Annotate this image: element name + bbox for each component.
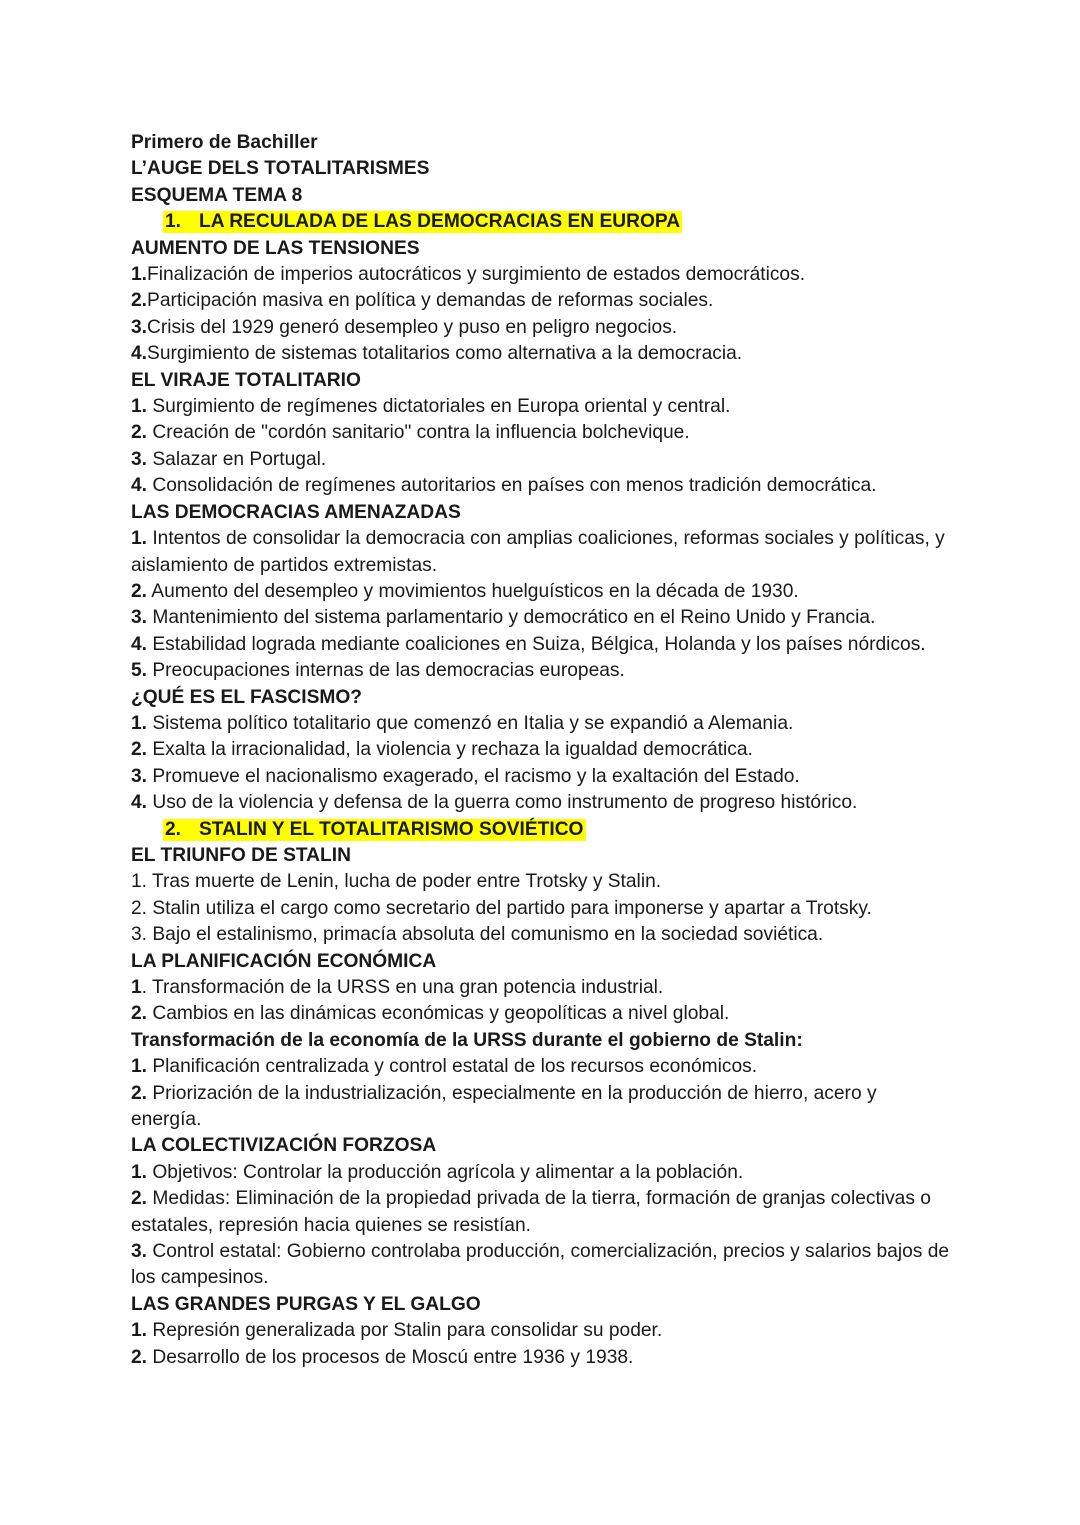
list-item: 2. Priorización de la industrialización, especialmente en la producción de hierro, acero y energía. (131, 1082, 877, 1131)
unit-title: L’AUGE DELS TOTALITARISMES (131, 158, 430, 180)
list-item: 1. Objetivos: Controlar la producción agrícola y alimentar a la población. (131, 1161, 744, 1183)
scheme-title: ESQUEMA TEMA 8 (131, 184, 303, 206)
document-page (131, 130, 1031, 1371)
list-item: 1. Tras muerte de Lenin, lucha de poder entre Trotsky y Stalin. (131, 871, 662, 893)
list-item: 1. Surgimiento de regímenes dictatoriales en Europa oriental y central. (131, 396, 731, 418)
list-item: 2. Creación de "cordón sanitario" contra la influencia bolchevique. (131, 422, 690, 444)
list-item: 2. Exalta la irracionalidad, la violencia y rechaza la igualdad democrática. (131, 739, 753, 761)
list-item: 1. Intentos de consolidar la democracia con amplias coaliciones, reformas sociales y políticas, y aislamiento de partidos extremistas. (131, 528, 945, 576)
section-2-heading (131, 817, 1031, 843)
subsection-heading: ¿QUÉ ES EL FASCISMO? (131, 686, 362, 708)
section-1-highlight (163, 211, 682, 233)
list-item: 2. Stalin utiliza el cargo como secretario del partido para imponerse y apartar a Trotsky. (131, 897, 872, 919)
list-item: 5. Preocupaciones internas de las democracias europeas. (131, 660, 625, 682)
list-item: 2. Desarrollo de los procesos de Moscú entre 1936 y 1938. (131, 1346, 634, 1368)
list-item: 3. Control estatal: Gobierno controlaba producción, comercialización, precios y salarios bajos de los campesinos. (131, 1241, 950, 1289)
list-item: 4. Uso de la violencia y defensa de la guerra como instrumento de progreso histórico. (131, 792, 858, 814)
list-item: 4.Surgimiento de sistemas totalitarios como alternativa a la democracia. (131, 343, 743, 365)
subsection-heading: EL VIRAJE TOTALITARIO (131, 369, 361, 391)
list-item: 1. Planificación centralizada y control estatal de los recursos económicos. (131, 1056, 758, 1078)
subsection-heading: AUMENTO DE LAS TENSIONES (131, 237, 420, 259)
subsection-heading: LAS DEMOCRACIAS AMENAZADAS (131, 501, 461, 523)
list-item: 4. Estabilidad lograda mediante coaliciones en Suiza, Bélgica, Holanda y los países nórdicos. (131, 633, 926, 655)
list-item: 2.Participación masiva en política y demandas de reformas sociales. (131, 290, 714, 312)
list-item: 1. Transformación de la URSS en una gran potencia industrial. (131, 977, 664, 998)
subsection-heading: LA PLANIFICACIÓN ECONÓMICA (131, 950, 437, 972)
section-2-highlight (163, 819, 586, 841)
subsection-heading: Transformación de la economía de la URSS durante el gobierno de Stalin: (131, 1029, 803, 1051)
list-item: 2. Medidas: Eliminación de la propiedad privada de la tierra, formación de granjas colectivas o estatales, represión hacia quienes se resistían. (131, 1188, 931, 1236)
list-item: 1. Represión generalizada por Stalin para consolidar su poder. (131, 1320, 663, 1342)
section-number: 1. (165, 211, 182, 233)
list-item: 2. Aumento del desempleo y movimientos huelguísticos en la década de 1930. (131, 580, 799, 602)
list-item: 1. Sistema político totalitario que comenzó en Italia y se expandió a Alemania. (131, 712, 794, 734)
subsection-heading: EL TRIUNFO DE STALIN (131, 844, 351, 866)
list-item: 3. Salazar en Portugal. (131, 448, 327, 470)
list-item: 1.Finalización de imperios autocráticos y surgimiento de estados democráticos. (131, 264, 806, 286)
section-number: 2. (165, 818, 182, 840)
list-item: 3. Mantenimiento del sistema parlamentario y democrático en el Reino Unido y Francia. (131, 607, 876, 629)
list-item: 4. Consolidación de regímenes autoritarios en países con menos tradición democrática. (131, 475, 877, 497)
list-item: 3.Crisis del 1929 generó desempleo y puso en peligro negocios. (131, 316, 678, 338)
section-1-heading (131, 209, 1031, 235)
list-item: 2. Cambios en las dinámicas económicas y geopolíticas a nivel global. (131, 1003, 730, 1025)
list-item: 3. Promueve el nacionalismo exagerado, el racismo y la exaltación del Estado. (131, 765, 800, 787)
subsection-heading: LA COLECTIVIZACIÓN FORZOSA (131, 1135, 437, 1157)
section-title: STALIN Y EL TOTALITARISMO SOVIÉTICO (199, 818, 584, 840)
subsection-heading: LAS GRANDES PURGAS Y EL GALGO (131, 1293, 481, 1315)
section-title: LA RECULADA DE LAS DEMOCRACIAS EN EUROPA (199, 211, 681, 233)
course-label: Primero de Bachiller (131, 132, 318, 153)
list-item: 3. Bajo el estalinismo, primacía absoluta del comunismo en la sociedad soviética. (131, 924, 824, 946)
